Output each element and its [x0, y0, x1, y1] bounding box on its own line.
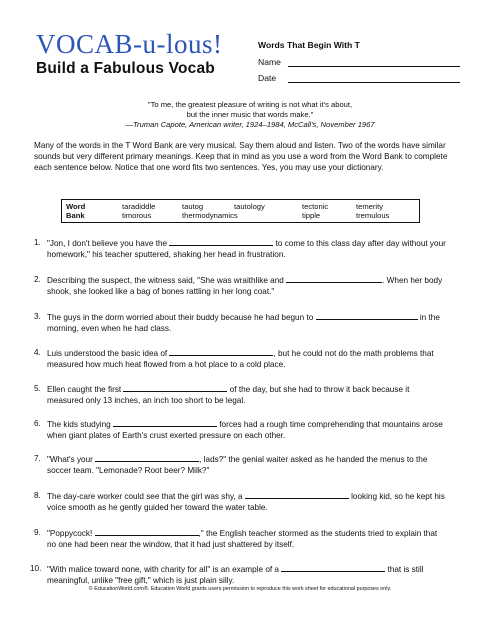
sentence-item: [34, 311, 448, 334]
worksheet-header: [258, 40, 460, 89]
copyright-footer: © EducationWorld.com®. Education World grants users permission to reproduce this work sheet for educational purposes only.: [88, 586, 392, 592]
word-bank-word: thermodynamics: [182, 211, 238, 220]
word-bank-word: tautog: [182, 202, 204, 211]
sentence-text: forces had a rough time comprehending that mountains arose when giant plates of Earth's crust exerted pressure on each other.: [47, 420, 443, 441]
answer-blank[interactable]: [281, 563, 385, 572]
sentence-text: to come to this class day after day without your homework," his teacher sputtered, shaking her head in frustration.: [47, 239, 446, 260]
word-bank-word: taradiddle: [122, 202, 156, 211]
sentence-text: Luis understood the basic idea of: [47, 349, 168, 358]
date-label: Date: [258, 73, 277, 83]
sentence-text: "Poppycock!: [47, 529, 93, 538]
sentence-item: [34, 383, 448, 406]
sentence-number: 9.: [34, 528, 41, 537]
sentence-number: 8.: [34, 491, 41, 500]
sentence-item: [34, 347, 448, 370]
quote-line-2: but the inner music that words make.": [186, 110, 314, 119]
sentence-number: 5.: [34, 384, 41, 393]
sentence-item: [30, 563, 448, 586]
quote-line-1: "To me, the greatest pleasure of writing is not what it's about,: [147, 100, 353, 109]
word-bank-column: [234, 202, 265, 211]
word-bank-label-line-1: Word: [66, 202, 86, 211]
worksheet-title: [258, 40, 460, 50]
word-bank-word: tautology: [234, 202, 265, 211]
sentence-text: ," the English teacher stormed as the students tried to explain that no one had been near the window, that it had just shattered by itself.: [47, 529, 438, 550]
sentence-number: 2.: [34, 275, 41, 284]
sentence-text: The kids studying: [47, 420, 111, 429]
answer-blank[interactable]: [286, 274, 382, 283]
word-bank-word: temerity: [356, 202, 384, 211]
word-bank-column: [302, 202, 328, 220]
answer-blank[interactable]: [169, 237, 273, 246]
sentence-text: in the morning, even when he had class.: [47, 313, 440, 334]
sentence-text: "Jon, I don't believe you have the: [47, 239, 168, 248]
word-bank-column: [182, 202, 238, 220]
sentence-text: of the day, but she had to throw it back because it measured only 13 inches, an inch too short to be legal.: [47, 385, 410, 406]
sentence-item: [34, 237, 448, 260]
sentence-text: , lads?" the genial waiter asked as he handed the menus to the soccer team. "Lemonade? Root beer? Milk?": [47, 455, 428, 476]
sentence-number: 7.: [34, 454, 41, 463]
word-bank-label-line-2: Bank: [66, 211, 85, 220]
word-bank-label: [66, 202, 85, 220]
answer-blank[interactable]: [113, 418, 217, 427]
worksheet-title-text: Words That Begin With T: [258, 40, 360, 50]
answer-blank[interactable]: [95, 453, 199, 462]
logo: [36, 30, 223, 78]
instructions: Many of the words in the T Word Bank are very musical. Say them aloud and listen. Two of the words have similar sounds but very different primary meanings. Keep that in mind as you use a word from the Word Bank to complete each sentence below. Notice that one word fits two sentences. Yes, you may use your dictionary.: [34, 141, 448, 172]
sentence-text: "With malice toward none, with charity for all" is an example of a: [47, 565, 279, 574]
word-bank: [61, 199, 420, 223]
word-bank-word: tectonic: [302, 202, 329, 211]
sentence-number: 6.: [34, 419, 41, 428]
sentence-text: The guys in the dorm worried about their buddy because he had begun to: [47, 313, 314, 322]
sentence-number: 4.: [34, 348, 41, 357]
sentence-text: Ellen caught the first: [47, 385, 122, 394]
word-bank-column: [122, 202, 155, 220]
sentence-number: 1.: [34, 238, 41, 247]
name-label: Name: [258, 57, 281, 67]
logo-subtitle: Build a Fabulous Vocab: [36, 60, 215, 77]
sentence-text: Describing the suspect, the witness said, "She was wraithlike and: [47, 276, 284, 285]
sentence-text: looking kid, so he kept his voice smooth as he gently guided her toward the water table.: [47, 492, 445, 513]
quote: [70, 100, 430, 130]
date-field[interactable]: [288, 73, 460, 83]
date-row: [258, 73, 460, 83]
sentence-text: "What's your: [47, 455, 93, 464]
sentence-number: 10.: [30, 564, 42, 573]
answer-blank[interactable]: [245, 490, 349, 499]
logo-title: VOCAB-u-lous!: [36, 29, 223, 59]
sentence-item: [34, 453, 448, 476]
sentence-item: [34, 490, 448, 513]
sentence-text: The day-care worker could see that the girl was shy, a: [47, 492, 243, 501]
name-row: [258, 57, 460, 67]
sentence-text: that is still meaningful, unlike "free gift," which is just plain silly.: [47, 565, 424, 586]
sentence-item: [34, 527, 448, 550]
sentence-text: . When her body shook, she looked like a bag of bones rattling in her long coat.": [47, 276, 443, 297]
word-bank-word: tremulous: [356, 211, 390, 220]
answer-blank[interactable]: [123, 383, 227, 392]
quote-attribution: —Truman Capote, American writer, 1924–1984, McCall's, November 1967: [125, 120, 375, 129]
sentence-text: , but he could not do the math problems that measured how much heat flowed from a hot place to a cold place.: [47, 349, 434, 370]
sentence-item: [34, 418, 448, 441]
answer-blank[interactable]: [169, 347, 273, 356]
sentence-item: [34, 274, 448, 297]
answer-blank[interactable]: [95, 527, 199, 536]
word-bank-column: [356, 202, 389, 220]
name-field[interactable]: [288, 57, 460, 67]
word-bank-word: tipple: [302, 211, 321, 220]
answer-blank[interactable]: [316, 311, 418, 320]
sentence-number: 3.: [34, 312, 41, 321]
word-bank-word: timorous: [122, 211, 152, 220]
